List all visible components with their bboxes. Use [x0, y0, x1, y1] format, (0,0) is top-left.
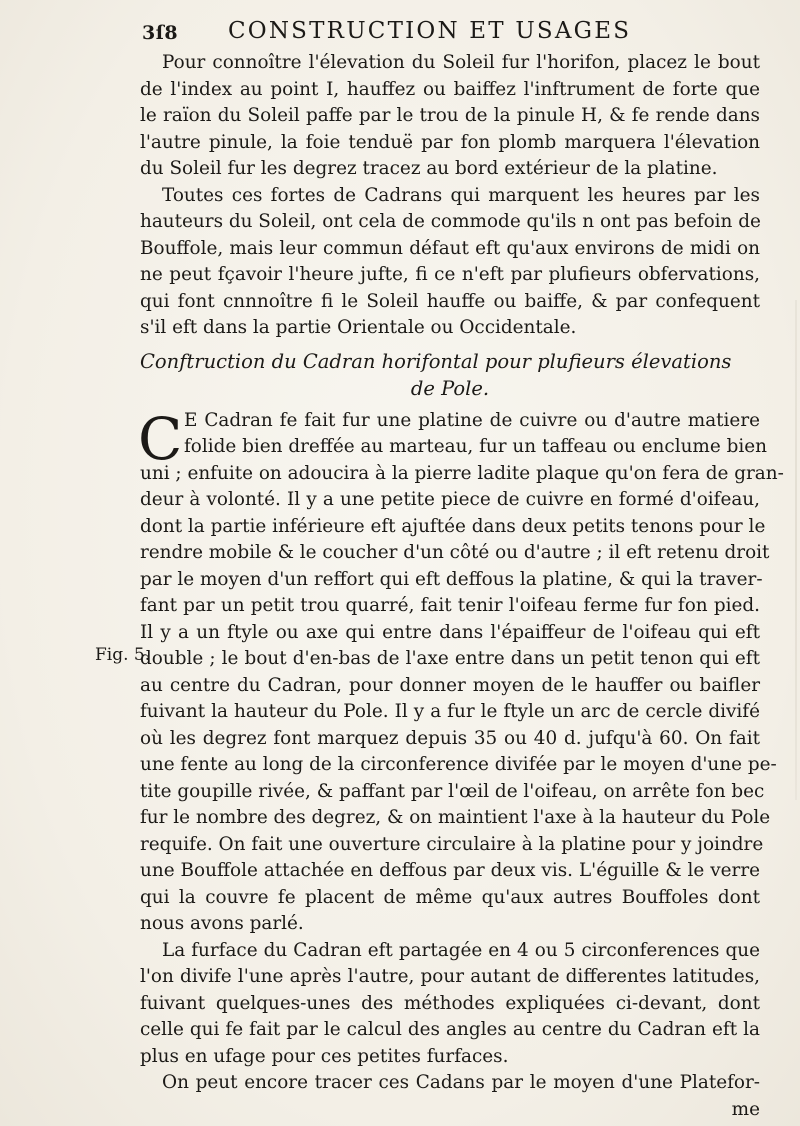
page-header — [142, 12, 742, 48]
text-line: Pour connoître l'élevation du Soleil fur l'horifon, placez le bout — [162, 52, 760, 73]
text-line: fuivant quelques-unes des méthodes expliquées ci-devant, dont — [140, 992, 760, 1014]
section-heading — [140, 348, 760, 402]
body-text — [138, 50, 784, 1123]
drop-cap: C — [138, 404, 183, 473]
text-line: ne peut fçavoir l'heure jufte, fi ce n'eft par plufieurs obfervations, — [140, 264, 760, 285]
text-line: hauteurs du Soleil, ont cela de commode qu'ils n ont pas befoin de — [140, 211, 761, 232]
text-line: une Bouffole attachée en deffous par deux vis. L'éguille & le verre — [140, 860, 760, 881]
catchword: me — [731, 1098, 760, 1120]
paragraph-5 — [140, 1070, 760, 1123]
text-line: Bouffole, mais leur commun défaut eft qu'aux environs de midi on — [140, 237, 760, 259]
text-line: du Soleil fur les degrez tracez au bord extérieur de la platine. — [140, 158, 718, 179]
text-line: Il y a un ftyle ou axe qui entre dans l'épaiffeur de l'oifeau qui eft — [140, 621, 760, 643]
paragraph-4 — [140, 938, 760, 1071]
text-line: requife. On fait une ouverture circulaire à la platine pour y joindre — [140, 833, 764, 855]
text-line: fant par un petit trou quarré, fait tenir l'oifeau ferme fur fon pied. — [140, 595, 760, 616]
text-line: dont la partie inférieure eft ajuftée dans deux petits tenons pour le — [140, 515, 766, 537]
text-line: celle qui fe fait par le calcul des angles au centre du Cadran eft la — [140, 1019, 760, 1040]
page-edge-shadow — [795, 300, 797, 800]
text-line: une fente au long de la circonference divifée par le moyen d'une pe- — [140, 754, 777, 775]
text-line: Toutes ces fortes de Cadrans qui marquent les heures par les — [162, 184, 760, 206]
text-line: nous avons parlé. — [140, 913, 304, 934]
paragraph-2 — [140, 183, 760, 342]
paragraph-1 — [140, 50, 760, 183]
text-line: qui font cnnnoître fi le Soleil hauffe ou baiffe, & par confequent — [140, 290, 760, 312]
text-line: fuivant la hauteur du Pole. Il y a fur le ftyle un arc de cercle divifé — [140, 701, 760, 722]
figure-reference-label: Fig. 5. — [95, 645, 151, 665]
text-line: l'on divife l'une après l'autre, pour autant de differentes latitudes, — [140, 966, 760, 987]
text-line: l'autre pinule, la foie tenduë par fon plomb marquera l'élevation — [140, 131, 760, 153]
text-line: folide bien dreffée au marteau, fur un taffeau ou enclume bien — [184, 436, 767, 457]
heading-line: de Pole. — [410, 376, 490, 400]
text-line: au centre du Cadran, pour donner moyen de le hauffer ou baifler — [140, 674, 760, 696]
text-line: La furface du Cadran eft partagée en 4 ou 5 circonferences que — [162, 939, 760, 961]
page-number: 3ſ8 — [142, 22, 179, 44]
text-line: tite goupille rivée, & paffant par l'œil de l'oifeau, on arrête fon bec — [140, 780, 765, 802]
text-line: plus en ufage pour ces petites furfaces. — [140, 1045, 509, 1067]
text-line: s'il eft dans la partie Orientale ou Occidentale. — [140, 317, 577, 338]
running-title: CONSTRUCTION ET USAGES — [228, 18, 632, 44]
text-line: deur à volonté. Il y a une petite piece de cuivre en formé d'oifeau, — [140, 489, 760, 510]
text-line: où les degrez font marquez depuis 35 ou 40 d. jufqu'à 60. On fait — [140, 727, 760, 749]
text-line: On peut encore tracer ces Cadans par le moyen d'une Platefor- — [162, 1072, 760, 1093]
text-line: qui la couvre fe placent de même qu'aux autres Bouffoles dont — [140, 886, 760, 908]
text-line: le raïon du Soleil paffe par le trou de la pinule H, & fe rende dans — [140, 105, 760, 126]
text-line: fur le nombre des degrez, & on maintient l'axe à la hauteur du Pole — [140, 807, 771, 828]
text-line: double ; le bout d'en-bas de l'axe entre dans un petit tenon qui eft — [140, 648, 760, 669]
paragraph-3 — [138, 404, 784, 938]
text-line: par le moyen d'un reffort qui eft deffous la platine, & qui la traver- — [140, 568, 763, 590]
text-line: E Cadran fe fait fur une platine de cuivre ou d'autre matiere — [184, 409, 760, 431]
text-line: uni ; enfuite on adoucira à la pierre ladite plaque qu'on fera de gran- — [140, 462, 784, 484]
text-line: rendre mobile & le coucher d'un côté ou d'autre ; il eft retenu droit — [140, 542, 770, 563]
heading-line: Conftruction du Cadran horifontal pour plufieurs élevations — [140, 349, 732, 373]
text-line: de l'index au point I, hauffez ou baiffez l'inftrument de forte que — [140, 78, 760, 100]
